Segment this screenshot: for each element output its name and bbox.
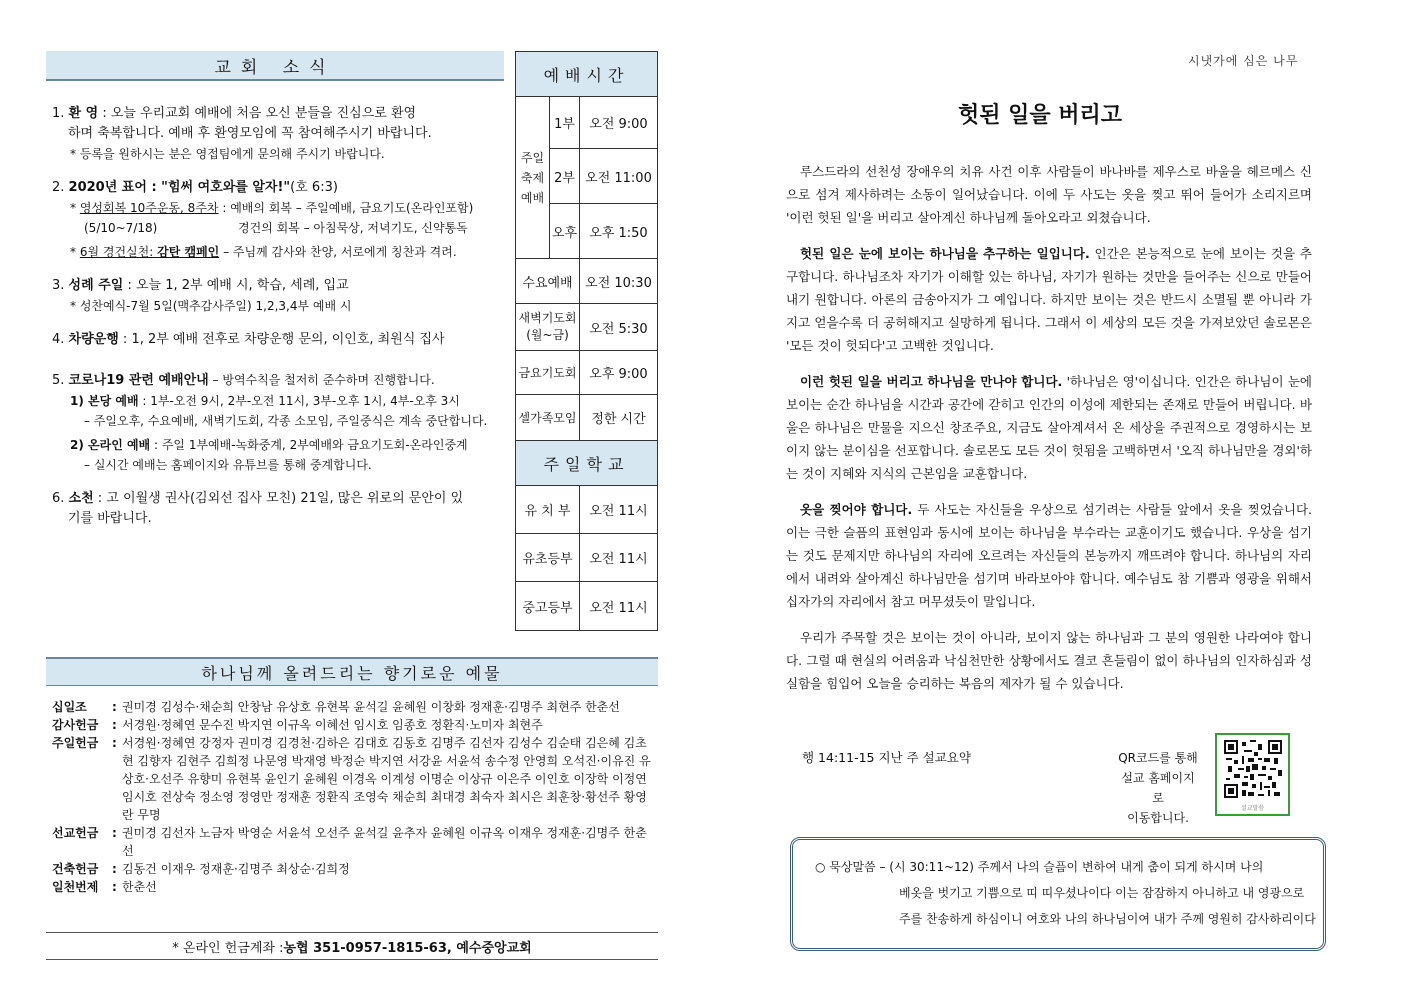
school-dept: 유 치 부 [516,486,580,534]
service-name: 새벽기도회 (월~금) [516,304,580,351]
series-name: 시냇가에 심은 나무 [1188,54,1299,68]
service-time: 오전 10:30 [580,259,658,304]
service-part: 2부 [550,149,580,204]
motto-campaign: 영성회복 10주운동, 8주차 [79,201,219,215]
news-title: 교회 소식 [214,57,336,78]
sermon-paragraph: 루스드라의 선천성 장애우의 치유 사건 이후 사람들이 바나바를 제우스로 바울을 헤르메스 신으로 섬겨 제사하려는 소동이 일어났습니다. 이에 두 사도는 옷을 찢고 뛰어 들어가 소리지르며 '이런 헛된 일'을 버리고 살아계신 하나님께 돌아오라고 외쳤습니다. [786,164,1312,225]
news-header [46,51,504,81]
item-number: 1. [52,106,65,121]
sunday-school-title: 주일학교 [516,441,658,486]
offering-row: 주일헌금 : 서경원·정혜연 강정자 권미경 김경천·김하은 김대호 김동호 김명주 김선자 김성수 김순태 김은혜 김초현 김향자 김현주 김희정 나문영 박재영 박정순 박지연 서강윤 서윤석 송수정 안영희 오석진·이유진 유상호·오선주 유향미 유현복 윤인기 윤혜원 이경옥 이계성 이명순 이상규 이은주 이인호 이장학 이정연 임시호 전상숙 정소영 정영만 정재훈 정환직 조영숙 채순희 최대경 최숙자 최시은 최훈창·황선주 황영란 무명 [52,736,651,822]
news-item-shuttle: 4. 차량운행 : 1, 2부 예배 전후로 차량운행 문의, 이인호, 최원식 집사 [52,332,445,347]
qr-code-icon [1224,740,1282,798]
news-item-sacrament: 3. 성례 주일 : 오늘 1, 2부 예배 시, 학습, 세례, 입교 * 성찬예식-7월 5일(맥추감사주일) 1,2,3,4부 예배 시 [52,278,352,313]
offering-row: 감사헌금 : 서경원·정혜연 문수진 박지연 이규옥 이혜선 임시호 임종호 정환직·노미자 최현주 [52,718,543,732]
school-dept: 유초등부 [516,534,580,582]
news-item-covid: 5. 코로나19 관련 예배안내 – 방역수칙을 철저히 준수하며 진행합니다. 1) 본당 예배 : 1부-오전 9시, 2부-오전 11시, 3부-오후 1시, 4부-오후 3시 – 주일오후, 수요예배, 새벽기도회, 각종 소모임, 주일중식은 계속 중단합니다. 2) 온라인 예배 : 주일 1부예배-녹화중계, 2부예배와 금요기도회-온라인중계 – 실시간 예배는 홈페이지와 유튜브를 통해 중계합니다. [52,373,488,472]
sermon-source: 행 14:11-15 지난 주 설교요약 [802,750,971,765]
service-time: 오전 11:00 [580,149,658,204]
offering-row: 선교헌금 : 권미경 김선자 노금자 박영순 서윤석 오선주 윤석길 윤추자 윤혜원 이규옥 이재우 정재훈·김명주 한춘선 [52,826,647,858]
sermon-paragraph: 옷을 찢어야 합니다. 두 사도는 자신들을 우상으로 섬기려는 사람들 앞에서 옷을 찢었습니다. 이는 극한 슬픔의 표현임과 동시에 보이는 하나님을 부수라는 교훈이기도 했습니다. 우상을 섬기는 것도 문제지만 하나님의 자리에 오르려는 자신들의 본능까지 깨뜨려야 합니다. 하나님의 자리에서 내려와 살아계신 하나님만을 섬기며 바라보아야 합니다. 예수님도 참 기쁨과 영광을 위해서 십자가의 자리에서 참고 머무셨듯이 말입니다. [786,502,1312,609]
service-time: 정한 시간 [580,395,658,441]
service-name: 금요기도회 [516,351,580,395]
campaign-name: 감탄 캠페인 [157,245,220,259]
news-item-motto: 2. 2020년 표어 : "힘써 여호와를 알자!"(호 6:3) * 영성회복 10주운동, 8주차 : 예배의 회복 – 주일예배, 금요기도(온라인포함) (5/10~7/18) 경건의 회복 – 아침묵상, 저녁기도, 신약통독 * 6월 경건실천: 감탄 캠페인 – 주님께 감사와 찬양, 서로에게 칭찬과 격려. [52,180,474,259]
meditation-line: ○ 묵상말씀 – (시 30:11~12) 주께서 나의 슬픔이 변하여 내게 춤이 되게 하시며 나의 [815,860,1264,874]
school-time: 오전 11시 [580,486,658,534]
school-time: 오전 11시 [580,582,658,631]
sermon-body [786,160,1312,708]
sunday-service-label: 주일축제예배 [516,97,550,259]
item-note: * 등록을 원하시는 분은 영접팀에게 문의해 주시기 바랍니다. [70,147,385,161]
account-number: 농협 351-0957-1815-63, 예수중앙교회 [283,940,532,956]
qr-instructions: QR코드를 통해 설교 홈페이지로 이동합니다. [1118,751,1198,825]
service-time: 오전 9:00 [580,97,658,149]
qr-caption: 설교말씀 [1240,805,1265,812]
school-time: 오전 11시 [580,534,658,582]
sermon-paragraph: 헛된 일은 눈에 보이는 하나님을 추구하는 일입니다. 인간은 본능적으로 눈에 보이는 것을 추구합니다. 하나님조차 자기가 이해할 있는 하나님, 자기가 원하는 것만을 들어주는 신으로 만들어 내기 원합니다. 아론의 금송아지가 그 예입니다. 하지만 보이는 것은 반드시 소멸될 뿐 아니라 가지고 얻을수록 더 공허해지고 실망하게 됩니다. 그래서 이 세상의 모든 것을 가져보았던 솔로몬은 '모든 것이 헛되다'고 고백한 것입니다. [786,246,1313,353]
offering-header [46,657,658,686]
item-text-cont: 하며 축복합니다. 예배 후 환영모임에 꼭 참여해주시기 바랍니다. [68,126,432,141]
qr-code[interactable] [1215,733,1290,816]
service-part: 오후 [550,204,580,259]
service-part: 1부 [550,97,580,149]
item-head: 환 영 [68,106,99,121]
news-item-welcome: 1. 환 영 : 오늘 우리교회 예배에 처음 오신 분들을 진심으로 환영 하며 축복합니다. 예배 후 환영모임에 꼭 참여해주시기 바랍니다. * 등록을 원하시는 분은 영접팀에게 문의해 주시기 바랍니다. [52,104,502,164]
offering-title: 하나님께 올려드리는 향기로운 예물 [201,663,503,683]
item-text: 오늘 우리교회 예배에 처음 오신 분들을 진심으로 환영 [110,106,417,121]
item-head: 2020년 표어 : "힘써 여호와를 알자!" [68,180,291,195]
news-list [52,104,502,543]
service-name: 셀가족모임 [516,395,580,441]
service-time: 오전 5:30 [580,304,658,351]
service-time: 오후 9:00 [580,351,658,395]
worship-schedule-table [515,51,658,631]
sermon-paragraph: 이런 헛된 일을 버리고 하나님을 만나야 합니다. '하나님은 영'이십니다. 인간은 하나님이 눈에 보이는 순간 하나님을 시간과 공간에 갇히고 인간의 이성에 제한되는 존재로 만들어 버립니다. 바울은 하나님은 만물을 지으신 창조주요, 지금도 살아계셔서 온 세상을 주권적으로 경영하시는 보이지 않는 분이심을 선포합니다. 솔로몬도 모든 것이 헛됨을 고백하면서 '오직 하나님만을 경외'하는 것이 지혜와 지식의 근본임을 교훈합니다. [786,374,1312,481]
offering-row: 건축헌금 : 김동건 이재우 정재훈·김명주 최상순·김희정 [52,862,350,876]
school-dept: 중고등부 [516,582,580,631]
online-account: * 온라인 헌금계좌 : 농협 351-0957-1815-63, 예수중앙교회 [46,932,658,960]
offering-list [52,698,658,896]
sermon-title: 헛된 일을 버리고 [957,103,1123,128]
service-name: 수요예배 [516,259,580,304]
offering-row: 십일조 : 권미경 김성수·채순희 안창남 유상호 유현복 윤석길 윤혜원 이창화 정재훈·김명주 최현주 한춘선 [52,700,620,714]
schedule-title: 예배시간 [516,52,658,97]
news-item-funeral: 6. 소천 : 고 이월생 권사(김외선 집사 모친) 21일, 많은 위로의 문안이 있 기를 바랍니다. [52,491,464,526]
service-time: 오후 1:50 [580,204,658,259]
meditation-line: 베옷을 벗기고 기쁨으로 띠 띠우셨나이다 이는 잠잠하지 아니하고 내 영광으로 [899,886,1305,900]
meditation-line: 주를 찬송하게 하심이니 여호와 나의 하나님이여 내가 주께 영원히 감사하리이다 [899,912,1316,926]
offering-row: 일천번제 : 한춘선 [52,880,157,894]
meditation-box [790,837,1326,951]
sermon-paragraph: 우리가 주목할 것은 보이는 것이 아니라, 보이지 않는 하나님과 그 분의 영원한 나라여야 합니다. 그럴 때 현실의 어려움과 낙심천만한 상황에서도 결코 흔들림이 없이 하나님의 인자하심과 성실함을 힘입어 오늘을 승리하는 복음의 제자가 될 수 있습니다. [786,630,1312,691]
